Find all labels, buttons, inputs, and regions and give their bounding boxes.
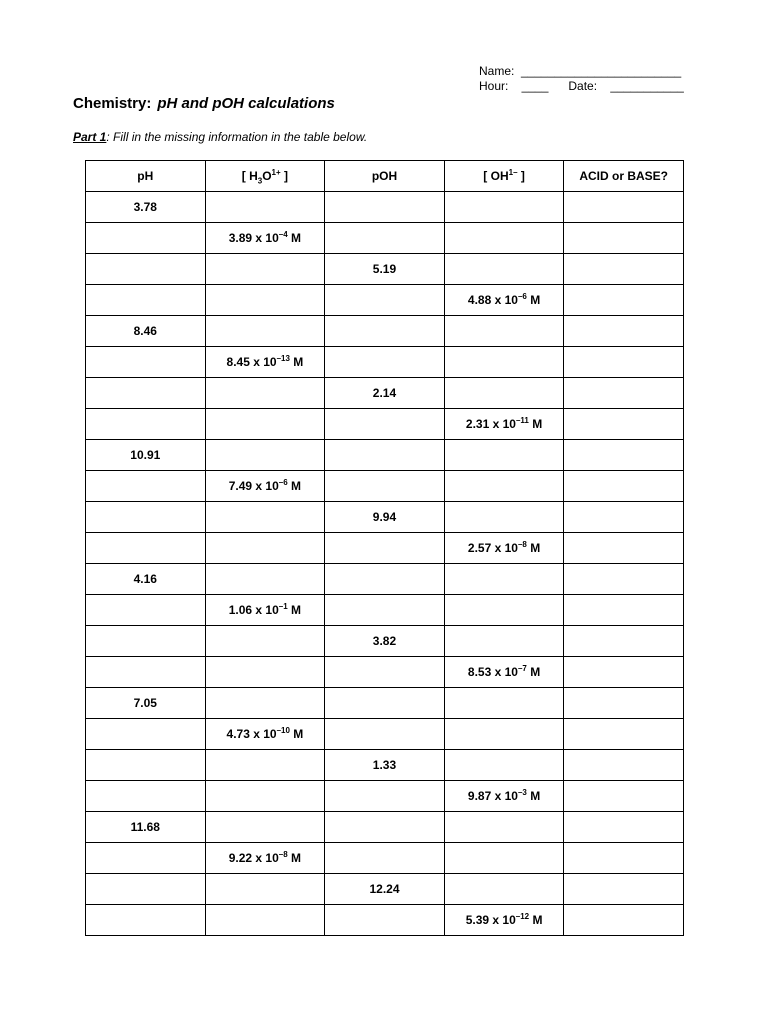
cell-h3o[interactable] [205,781,325,812]
cell-type[interactable] [564,812,684,843]
cell-ph[interactable]: 11.68 [86,812,206,843]
cell-poh[interactable] [325,812,445,843]
table-row [86,905,684,936]
cell-ph[interactable] [86,843,206,874]
cell-ph[interactable] [86,781,206,812]
cell-type[interactable] [564,347,684,378]
table-row [86,750,684,781]
cell-oh[interactable] [444,502,564,533]
cell-h3o[interactable] [205,378,325,409]
cell-h3o[interactable] [205,905,325,936]
table-row [86,688,684,719]
cell-h3o[interactable]: 9.22 x $10^{-8}$ M [205,843,325,874]
cell-h3o[interactable] [205,502,325,533]
header-oh: [ $OH^{1-}$ ] [444,161,564,192]
cell-oh[interactable]: 4.88 x $10^{-6}$ M [444,285,564,316]
hour-date-line: Hour: ____ Date: ___________ [479,79,684,93]
cell-oh[interactable] [444,378,564,409]
cell-poh[interactable] [325,905,445,936]
table-row [86,409,684,440]
title-prefix: Chemistry: [73,95,152,112]
cell-oh[interactable] [444,440,564,471]
cell-ph[interactable]: 7.05 [86,688,206,719]
cell-type[interactable] [564,285,684,316]
table-row [86,657,684,688]
cell-oh[interactable]: 8.53 x $10^{-7}$ M [444,657,564,688]
cell-oh[interactable] [444,316,564,347]
cell-oh[interactable] [444,223,564,254]
cell-oh[interactable] [444,750,564,781]
table-row [86,533,684,564]
cell-type[interactable] [564,192,684,223]
cell-oh[interactable]: 5.39 x $10^{-12}$ M [444,905,564,936]
table-row [86,316,684,347]
cell-h3o[interactable] [205,564,325,595]
cell-oh[interactable]: 9.87 x $10^{-3}$ M [444,781,564,812]
cell-ph[interactable] [86,750,206,781]
cell-ph[interactable] [86,719,206,750]
cell-ph[interactable] [86,657,206,688]
cell-oh[interactable] [444,347,564,378]
cell-poh[interactable] [325,347,445,378]
table-body [86,192,684,936]
cell-ph[interactable] [86,223,206,254]
cell-h3o[interactable] [205,812,325,843]
cell-ph[interactable] [86,533,206,564]
cell-h3o[interactable]: 7.49 x $10^{-6}$ M [205,471,325,502]
cell-ph[interactable] [86,347,206,378]
cell-ph[interactable] [86,471,206,502]
cell-ph[interactable] [86,905,206,936]
cell-poh[interactable]: 5.19 [325,254,445,285]
cell-h3o[interactable]: 1.06 x $10^{-1}$ M [205,595,325,626]
cell-type[interactable] [564,223,684,254]
instructions-text: : Fill in the missing information in the table below. [106,130,368,144]
part-label: Part 1 [73,130,107,144]
cell-oh[interactable] [444,626,564,657]
cell-oh[interactable] [444,874,564,905]
cell-poh[interactable] [325,471,445,502]
cell-oh[interactable] [444,719,564,750]
cell-h3o[interactable]: 8.45 x $10^{-13}$ M [205,347,325,378]
cell-poh[interactable]: 1.33 [325,750,445,781]
cell-h3o[interactable] [205,750,325,781]
cell-oh[interactable] [444,254,564,285]
table-row [86,595,684,626]
cell-h3o[interactable] [205,626,325,657]
table-row [86,564,684,595]
cell-type[interactable] [564,440,684,471]
cell-ph[interactable]: 10.91 [86,440,206,471]
cell-h3o[interactable] [205,409,325,440]
cell-poh[interactable] [325,595,445,626]
page-title [73,95,335,112]
table-row [86,378,684,409]
cell-type[interactable] [564,316,684,347]
cell-poh[interactable] [325,843,445,874]
cell-poh[interactable]: 12.24 [325,874,445,905]
cell-poh[interactable] [325,564,445,595]
cell-ph[interactable] [86,502,206,533]
cell-poh[interactable] [325,781,445,812]
cell-type[interactable] [564,533,684,564]
cell-type[interactable] [564,905,684,936]
cell-h3o[interactable] [205,440,325,471]
cell-oh[interactable] [444,192,564,223]
cell-h3o[interactable] [205,657,325,688]
table-row [86,223,684,254]
table-header-row [86,161,684,192]
cell-oh[interactable] [444,564,564,595]
cell-type[interactable] [564,750,684,781]
cell-poh[interactable] [325,316,445,347]
table-row [86,719,684,750]
cell-poh[interactable]: 3.82 [325,626,445,657]
table-row [86,502,684,533]
cell-ph[interactable] [86,378,206,409]
cell-ph[interactable] [86,874,206,905]
name-line: Name: ________________________ [479,64,682,78]
cell-oh[interactable] [444,595,564,626]
header-acid-base: ACID or BASE? [564,161,684,192]
cell-poh[interactable] [325,440,445,471]
cell-h3o[interactable] [205,192,325,223]
table-row [86,843,684,874]
cell-ph[interactable] [86,626,206,657]
cell-oh[interactable] [444,812,564,843]
instructions [73,130,367,144]
cell-ph[interactable] [86,595,206,626]
cell-type[interactable] [564,378,684,409]
cell-type[interactable] [564,564,684,595]
cell-type[interactable] [564,409,684,440]
cell-ph[interactable] [86,409,206,440]
cell-h3o[interactable] [205,254,325,285]
cell-h3o[interactable] [205,688,325,719]
cell-ph[interactable]: 3.78 [86,192,206,223]
table-row [86,471,684,502]
cell-poh[interactable] [325,192,445,223]
cell-ph[interactable] [86,285,206,316]
header-ph: pH [86,161,206,192]
table-row [86,781,684,812]
student-info [479,64,684,94]
cell-poh[interactable] [325,223,445,254]
cell-poh[interactable] [325,533,445,564]
cell-type[interactable] [564,471,684,502]
table-row [86,440,684,471]
cell-type[interactable] [564,626,684,657]
cell-type[interactable] [564,595,684,626]
cell-type[interactable] [564,874,684,905]
header-h3o: [ $H_3O^{1+}$ ] [205,161,325,192]
cell-h3o[interactable] [205,316,325,347]
cell-oh[interactable]: 2.31 x $10^{-11}$ M [444,409,564,440]
table-row [86,626,684,657]
cell-poh[interactable]: 2.14 [325,378,445,409]
cell-ph[interactable]: 4.16 [86,564,206,595]
cell-type[interactable] [564,688,684,719]
table-row [86,874,684,905]
table-row [86,285,684,316]
cell-type[interactable] [564,781,684,812]
cell-oh[interactable] [444,843,564,874]
cell-h3o[interactable]: 3.89 x $10^{-4}$ M [205,223,325,254]
header-poh: pOH [325,161,445,192]
cell-ph[interactable] [86,254,206,285]
cell-h3o[interactable] [205,533,325,564]
table-row [86,347,684,378]
cell-type[interactable] [564,719,684,750]
cell-poh[interactable] [325,719,445,750]
cell-h3o[interactable] [205,285,325,316]
cell-oh[interactable] [444,471,564,502]
cell-poh[interactable] [325,657,445,688]
table-row [86,192,684,223]
table-row [86,812,684,843]
cell-h3o[interactable] [205,874,325,905]
cell-type[interactable] [564,502,684,533]
cell-h3o[interactable]: 4.73 x $10^{-10}$ M [205,719,325,750]
cell-ph[interactable]: 8.46 [86,316,206,347]
cell-poh[interactable] [325,688,445,719]
cell-oh[interactable] [444,688,564,719]
title-subject: pH and pOH calculations [157,95,335,112]
cell-type[interactable] [564,254,684,285]
cell-poh[interactable] [325,409,445,440]
table-row [86,254,684,285]
cell-poh[interactable]: 9.94 [325,502,445,533]
cell-poh[interactable] [325,285,445,316]
ph-table [85,160,684,936]
cell-type[interactable] [564,843,684,874]
cell-oh[interactable]: 2.57 x $10^{-8}$ M [444,533,564,564]
cell-type[interactable] [564,657,684,688]
